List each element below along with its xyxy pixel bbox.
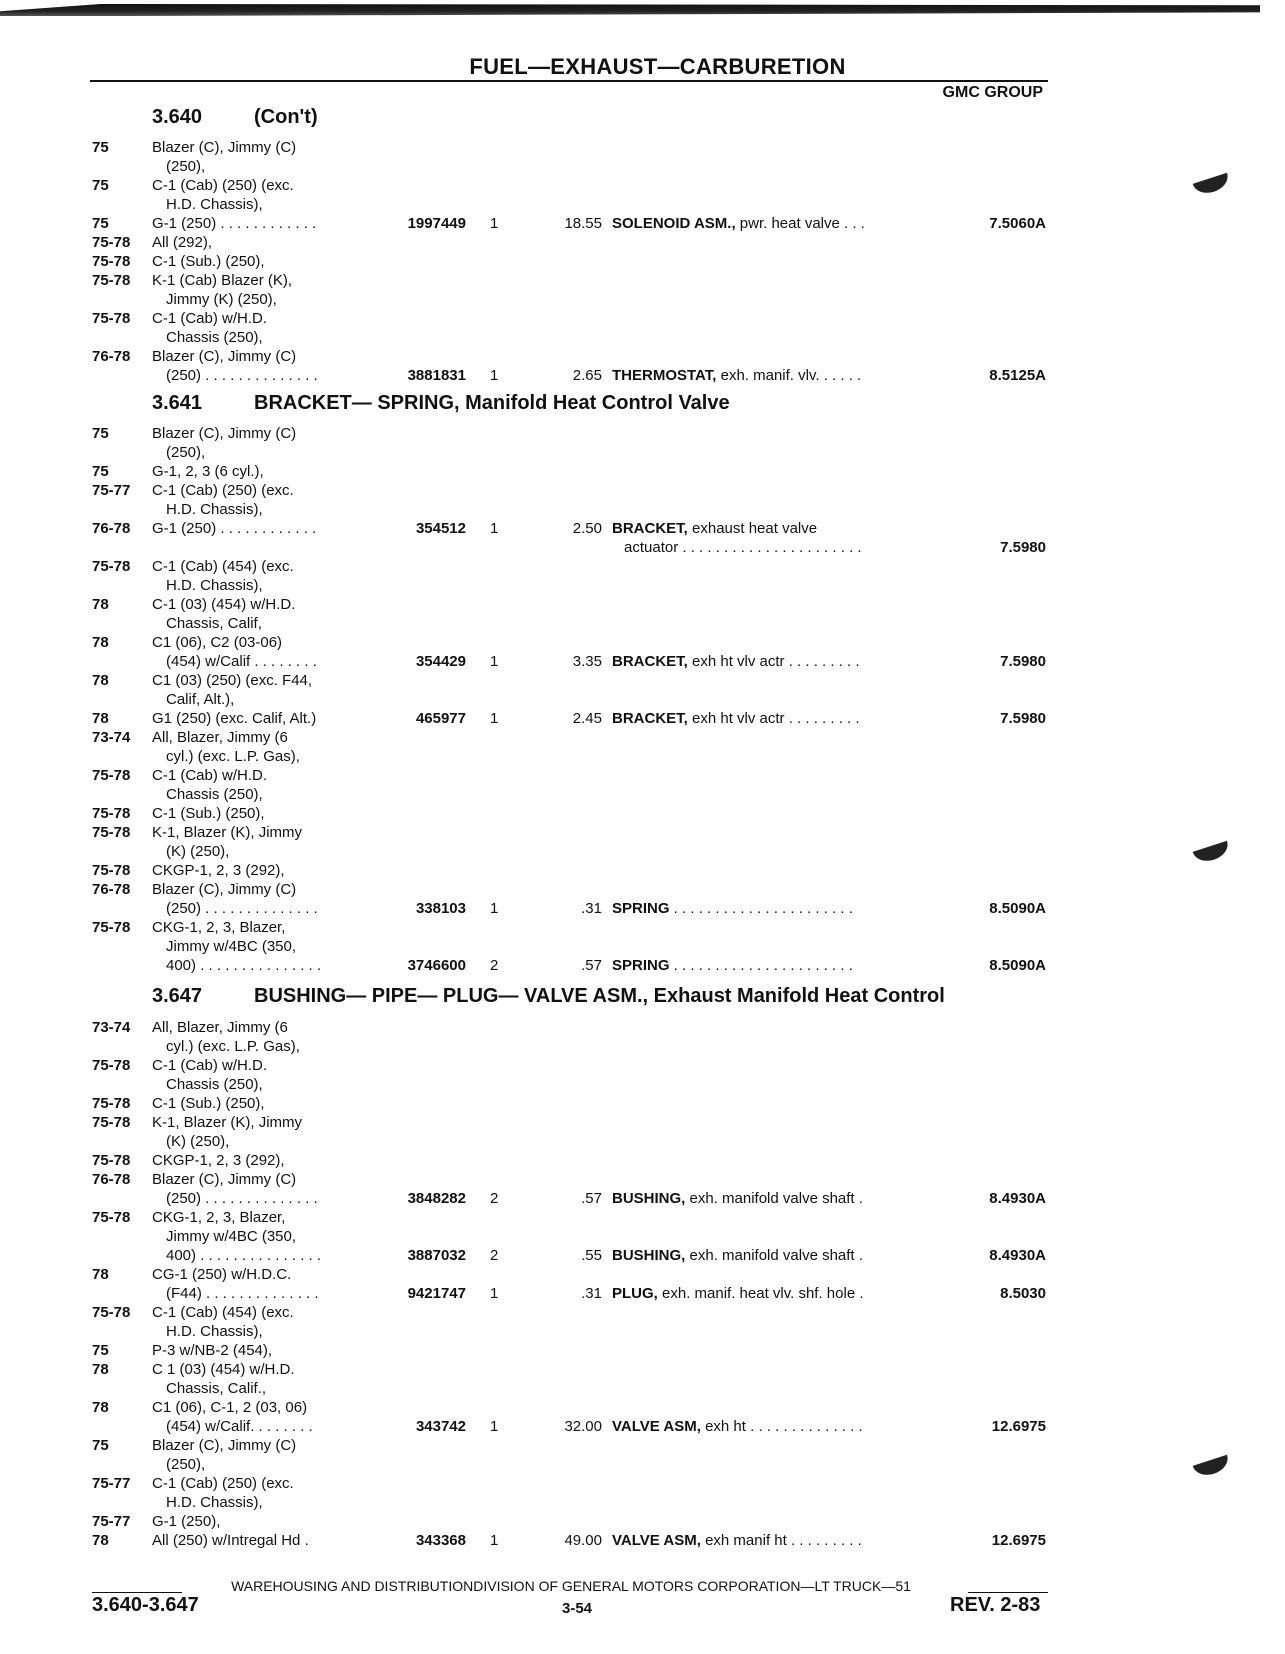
part-number: 3746600 (407, 957, 466, 974)
part-name: VALVE ASM, (612, 1418, 701, 1435)
quantity: 1 (490, 520, 499, 537)
model-year: 75-78 (92, 558, 131, 575)
model-year: 75-77 (92, 1513, 131, 1530)
part-detail: . . . . . . . . . . . . . . . . . . . . . . (669, 957, 853, 974)
model-year: 75-78 (92, 805, 131, 822)
part-name: SOLENOID ASM., (612, 215, 736, 232)
price: .57 (581, 1190, 602, 1207)
part-description (612, 710, 860, 727)
application: C1 (06), C2 (03-06) (152, 634, 283, 651)
quantity: 2 (490, 957, 499, 974)
application: K-1, Blazer (K), Jimmy (152, 1114, 303, 1131)
quantity: 1 (490, 1285, 499, 1302)
application: Chassis (250), (166, 329, 263, 346)
application: C1 (03) (250) (exc. F44, (152, 672, 313, 689)
application: C-1 (Sub.) (250), (152, 1095, 265, 1112)
part-detail: exh. manifold valve shaft . (685, 1190, 863, 1207)
part-name: BUSHING, (612, 1247, 686, 1264)
model-year: 75 (92, 215, 109, 232)
part-description (612, 1532, 862, 1549)
price: 2.50 (572, 520, 602, 537)
quantity: 1 (490, 367, 499, 384)
quantity: 1 (490, 215, 499, 232)
part-description (612, 1418, 863, 1435)
model-year: 75-78 (92, 310, 131, 327)
model-year: 75-78 (92, 824, 131, 841)
application: (250) . . . . . . . . . . . . . . (166, 900, 318, 917)
application: (250), (166, 444, 206, 461)
section-number: 3.641 (152, 392, 203, 414)
application: (250) . . . . . . . . . . . . . . (166, 367, 318, 384)
model-year: 78 (92, 710, 109, 727)
part-number: 465977 (415, 710, 466, 727)
application: C 1 (03) (454) w/H.D. (152, 1361, 295, 1378)
model-year: 75-78 (92, 1114, 131, 1131)
section-number: 3.647 (152, 985, 203, 1007)
application: C-1 (Cab) w/H.D. (152, 310, 268, 327)
model-year: 75 (92, 463, 109, 480)
model-year: 78 (92, 1361, 109, 1378)
section-heading (152, 985, 945, 1008)
group-number: 8.5125A (989, 367, 1046, 384)
part-detail: exh. manifold valve shaft . (685, 1247, 863, 1264)
application: Chassis (250), (166, 786, 263, 803)
part-number: 3881831 (407, 367, 466, 384)
model-year: 78 (92, 1532, 109, 1549)
binder-hole-mark (1193, 841, 1232, 865)
model-year: 75-78 (92, 234, 131, 251)
price: 49.00 (564, 1532, 602, 1549)
group-number: 8.5030 (1000, 1285, 1046, 1302)
part-name: BRACKET, (612, 710, 688, 727)
part-detail: exh. manif. vlv. . . . . . (716, 367, 862, 384)
application: C-1 (Cab) (250) (exc. (152, 482, 294, 499)
application: H.D. Chassis), (166, 577, 263, 594)
application: G1 (250) (exc. Calif, Alt.) (152, 710, 317, 727)
group-number: 7.5980 (1000, 653, 1046, 670)
part-number: 354512 (415, 520, 466, 537)
group-number: 7.5980 (1000, 710, 1046, 727)
model-year: 75-78 (92, 1095, 131, 1112)
part-description (612, 367, 861, 384)
application: G-1 (250) . . . . . . . . . . . . (152, 215, 317, 232)
model-year: 75-77 (92, 1475, 131, 1492)
application: Chassis (250), (166, 1076, 263, 1093)
application: C-1 (03) (454) w/H.D. (152, 596, 296, 613)
price: 3.35 (572, 653, 602, 670)
part-description-continued: actuator . . . . . . . . . . . . . . . . . . . . . . (624, 539, 862, 556)
application: Blazer (C), Jimmy (C) (152, 1171, 297, 1188)
application: CG-1 (250) w/H.D.C. (152, 1266, 292, 1283)
model-year: 73-74 (92, 1019, 131, 1036)
quantity: 2 (490, 1247, 499, 1264)
part-detail: pwr. heat valve . . . (735, 215, 865, 232)
application: 400) . . . . . . . . . . . . . . . (166, 1247, 322, 1264)
model-year: 75-78 (92, 1057, 131, 1074)
application: Blazer (C), Jimmy (C) (152, 139, 297, 156)
part-description (612, 1190, 863, 1207)
quantity: 2 (490, 1190, 499, 1207)
quantity: 1 (490, 900, 499, 917)
part-number: 3848282 (407, 1190, 466, 1207)
part-description (612, 957, 853, 974)
part-detail: exh. manif. heat vlv. shf. hole . (657, 1285, 864, 1302)
section-title: BUSHING— PIPE— PLUG— VALVE ASM., Exhaust Manifold Heat Control (254, 985, 945, 1007)
application: C-1 (Sub.) (250), (152, 805, 265, 822)
model-year: 75 (92, 1437, 109, 1454)
application: H.D. Chassis), (166, 196, 263, 213)
part-number: 9421747 (407, 1285, 466, 1302)
application: All, Blazer, Jimmy (6 (152, 1019, 288, 1036)
application: (K) (250), (166, 843, 230, 860)
model-year: 75-78 (92, 1304, 131, 1321)
application: CKGP-1, 2, 3 (292), (152, 862, 285, 879)
application: C-1 (Cab) (250) (exc. (152, 1475, 294, 1492)
group-number: 12.6975 (991, 1418, 1046, 1435)
page-title: FUEL—EXHAUST—CARBURETION (469, 54, 846, 79)
application: cyl.) (exc. L.P. Gas), (166, 748, 300, 765)
section-heading (152, 106, 318, 129)
application: 400) . . . . . . . . . . . . . . . (166, 957, 322, 974)
part-number: 1997449 (407, 215, 466, 232)
application: H.D. Chassis), (166, 1323, 263, 1340)
part-detail: . . . . . . . . . . . . . . . . . . . . . . (669, 900, 853, 917)
group-number: 8.5090A (989, 900, 1046, 917)
application: Jimmy (K) (250), (166, 291, 277, 308)
application: (454) w/Calif . . . . . . . . (166, 653, 317, 670)
application: All (250) w/Intregal Hd . (152, 1532, 309, 1549)
application: (250), (166, 1456, 206, 1473)
application: Blazer (C), Jimmy (C) (152, 881, 297, 898)
group-label: GMC GROUP (942, 84, 1043, 101)
part-number: 3887032 (407, 1247, 466, 1264)
part-name: SPRING (612, 900, 670, 917)
application: G-1 (250) . . . . . . . . . . . . (152, 520, 317, 537)
application: C-1 (Cab) (454) (exc. (152, 558, 294, 575)
binder-hole-mark (1193, 1455, 1232, 1479)
model-year: 73-74 (92, 729, 131, 746)
application: All, Blazer, Jimmy (6 (152, 729, 288, 746)
part-description (612, 1247, 863, 1264)
group-number: 8.5090A (989, 957, 1046, 974)
application: Blazer (C), Jimmy (C) (152, 348, 297, 365)
part-description (612, 900, 853, 917)
price: 32.00 (564, 1418, 602, 1435)
application: Blazer (C), Jimmy (C) (152, 425, 297, 442)
part-number: 354429 (415, 653, 466, 670)
application: (F44) . . . . . . . . . . . . . . (166, 1285, 319, 1302)
part-name: BRACKET, (612, 520, 688, 537)
application: P-3 w/NB-2 (454), (152, 1342, 273, 1359)
quantity: 1 (490, 1418, 499, 1435)
application: (K) (250), (166, 1133, 230, 1150)
application: (454) w/Calif. . . . . . . . (166, 1418, 313, 1435)
group-number: 7.5980 (1000, 539, 1046, 556)
model-year: 75 (92, 177, 109, 194)
price: .55 (581, 1247, 602, 1264)
model-year: 75-78 (92, 862, 131, 879)
model-year: 75-77 (92, 482, 131, 499)
title-rule (90, 80, 1048, 82)
section-title: (Con't) (254, 106, 318, 128)
application: C-1 (Sub.) (250), (152, 253, 265, 270)
part-name: THERMOSTAT, (612, 367, 717, 384)
part-detail: exh manif ht . . . . . . . . . (700, 1532, 862, 1549)
model-year: 78 (92, 596, 109, 613)
model-year: 78 (92, 672, 109, 689)
model-year: 76-78 (92, 881, 131, 898)
application: (250), (166, 158, 206, 175)
group-number: 7.5060A (989, 215, 1046, 232)
section-heading (152, 392, 730, 415)
application: Jimmy w/4BC (350, (166, 938, 297, 955)
model-year: 76-78 (92, 348, 131, 365)
application: CKGP-1, 2, 3 (292), (152, 1152, 285, 1169)
price: 2.45 (572, 710, 602, 727)
application: Chassis, Calif, (166, 615, 262, 632)
part-number: 343368 (415, 1532, 466, 1549)
application: C-1 (Cab) (250) (exc. (152, 177, 294, 194)
model-year: 76-78 (92, 1171, 131, 1188)
model-year: 78 (92, 1399, 109, 1416)
footer-section-range: 3.640-3.647 (92, 1594, 199, 1616)
model-year: 75 (92, 139, 109, 156)
application: Chassis, Calif., (166, 1380, 267, 1397)
application: G-1 (250), (152, 1513, 221, 1530)
quantity: 1 (490, 710, 499, 727)
application: CKG-1, 2, 3, Blazer, (152, 919, 286, 936)
part-name: VALVE ASM, (612, 1532, 701, 1549)
model-year: 75-78 (92, 1152, 131, 1169)
group-number: 8.4930A (989, 1190, 1046, 1207)
part-description (612, 215, 865, 232)
quantity: 1 (490, 653, 499, 670)
part-name: BRACKET, (612, 653, 688, 670)
model-year: 75 (92, 1342, 109, 1359)
part-number: 343742 (415, 1418, 466, 1435)
part-detail: exhaust heat valve (687, 520, 818, 537)
part-detail: exh ht vlv actr . . . . . . . . . (687, 653, 860, 670)
application: C1 (06), C-1, 2 (03, 06) (152, 1399, 308, 1416)
model-year: 75-78 (92, 272, 131, 289)
price: .31 (581, 1285, 602, 1302)
application: CKG-1, 2, 3, Blazer, (152, 1209, 286, 1226)
part-detail: exh ht vlv actr . . . . . . . . . (687, 710, 860, 727)
model-year: 75 (92, 425, 109, 442)
application: cyl.) (exc. L.P. Gas), (166, 1038, 300, 1055)
application: (250) . . . . . . . . . . . . . . (166, 1190, 318, 1207)
application: Blazer (C), Jimmy (C) (152, 1437, 297, 1454)
application: H.D. Chassis), (166, 501, 263, 518)
part-description (612, 1285, 864, 1302)
application: K-1 (Cab) Blazer (K), (152, 272, 293, 289)
footer-revision: REV. 2-83 (950, 1594, 1041, 1616)
part-description (612, 520, 817, 537)
section-number: 3.640 (152, 106, 203, 128)
price: 2.65 (572, 367, 602, 384)
application: K-1, Blazer (K), Jimmy (152, 824, 303, 841)
application: Calif, Alt.), (166, 691, 235, 708)
quantity: 1 (490, 1532, 499, 1549)
model-year: 76-78 (92, 520, 131, 537)
model-year: 78 (92, 1266, 109, 1283)
binder-hole-mark (1193, 173, 1232, 197)
application: H.D. Chassis), (166, 1494, 263, 1511)
part-number: 338103 (415, 900, 466, 917)
application: Jimmy w/4BC (350, (166, 1228, 297, 1245)
application: C-1 (Cab) w/H.D. (152, 1057, 268, 1074)
part-name: SPRING (612, 957, 670, 974)
group-number: 8.4930A (989, 1247, 1046, 1264)
model-year: 75-78 (92, 253, 131, 270)
model-year: 78 (92, 634, 109, 651)
price: .57 (581, 957, 602, 974)
section-title: BRACKET— SPRING, Manifold Heat Control Valve (254, 392, 730, 414)
part-name: BUSHING, (612, 1190, 686, 1207)
application: C-1 (Cab) w/H.D. (152, 767, 268, 784)
footer-page-number: 3-54 (562, 1600, 593, 1617)
price: 18.55 (564, 215, 602, 232)
part-detail: exh ht . . . . . . . . . . . . . . (700, 1418, 863, 1435)
footer-publisher: WAREHOUSING AND DISTRIBUTIONDIVISION OF GENERAL MOTORS CORPORATION—LT TRUCK—51 (231, 1578, 911, 1594)
top-edge-band (0, 4, 1260, 16)
application: G-1, 2, 3 (6 cyl.), (152, 463, 264, 480)
group-number: 12.6975 (991, 1532, 1046, 1549)
price: .31 (581, 900, 602, 917)
application: C-1 (Cab) (454) (exc. (152, 1304, 294, 1321)
part-name: PLUG, (612, 1285, 658, 1302)
part-description (612, 653, 860, 670)
model-year: 75-78 (92, 767, 131, 784)
model-year: 75-78 (92, 1209, 131, 1226)
model-year: 75-78 (92, 919, 131, 936)
application: All (292), (152, 234, 213, 251)
